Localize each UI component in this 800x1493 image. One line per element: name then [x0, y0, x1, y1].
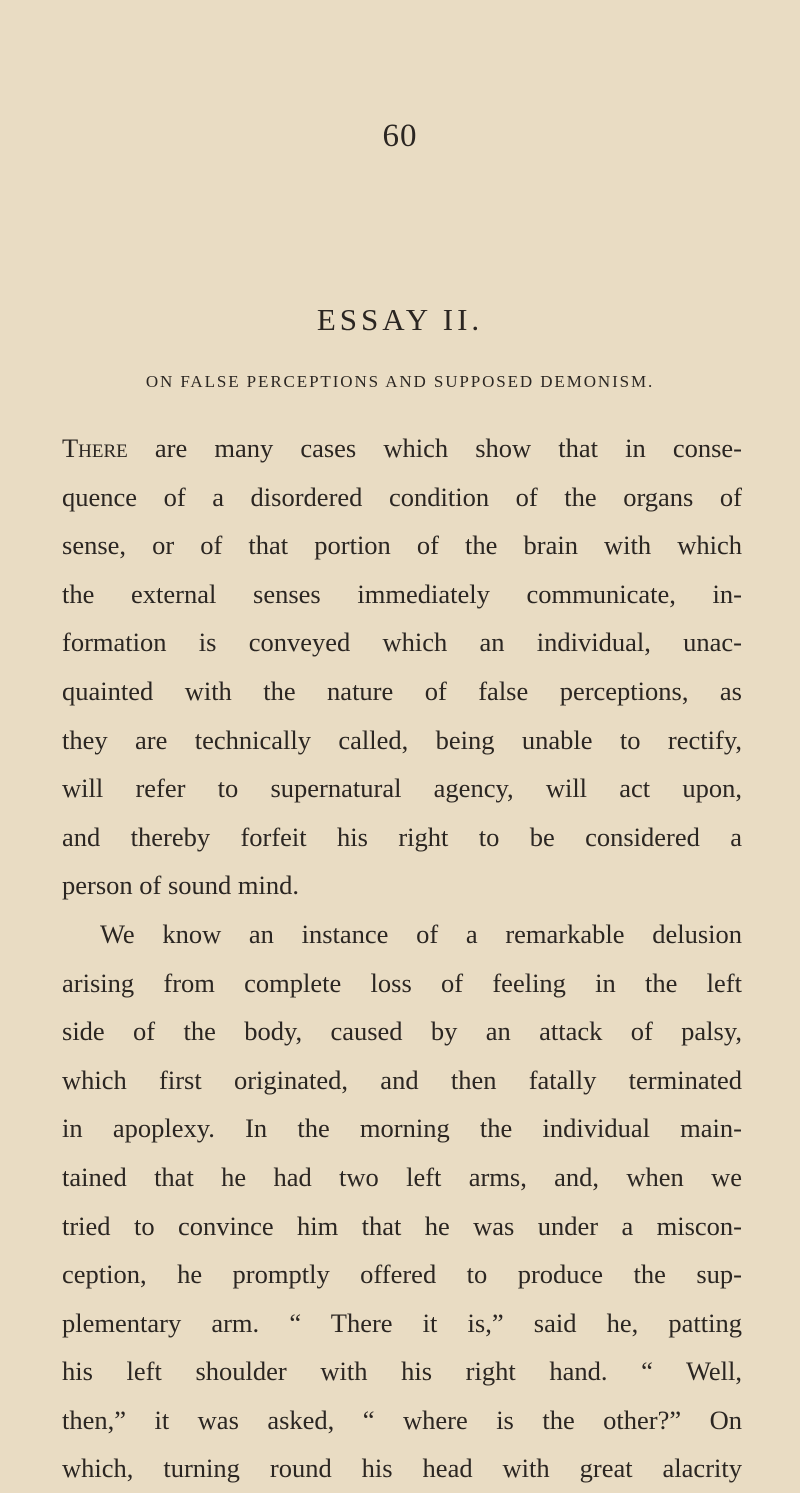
- text-line: quainted with the nature of false perceptions, as: [62, 675, 742, 706]
- drop-word: There: [62, 433, 128, 463]
- text-line: which first originated, and then fatally terminated: [62, 1064, 742, 1095]
- body-text: [62, 424, 742, 1493]
- text-line: then,” it was asked, “ where is the other?” On: [62, 1404, 742, 1435]
- text-line-paragraph-end: person of sound mind.: [62, 870, 300, 901]
- text-line: the external senses immediately communicate, in-: [62, 578, 742, 609]
- text-line: tried to convince him that he was under a miscon-: [62, 1210, 742, 1241]
- text-line: in apoplexy. In the morning the individual main-: [62, 1113, 742, 1144]
- text-line: they are technically called, being unable to rectify,: [62, 724, 742, 755]
- text-line: [62, 424, 742, 473]
- page-number: 60: [382, 118, 418, 154]
- text-line: formation is conveyed which an individual, unac-: [62, 627, 742, 658]
- essay-title: ESSAY II.: [316, 302, 484, 337]
- text-line: arising from complete loss of feeling in the left: [62, 967, 742, 998]
- essay-subtitle: ON FALSE PERCEPTIONS AND SUPPOSED DEMONISM.: [145, 372, 655, 391]
- text-line: tained that he had two left arms, and, when we: [62, 1161, 742, 1192]
- text-line: which, turning round his head with great alacrity: [62, 1453, 742, 1484]
- text-line: sense, or of that portion of the brain with which: [62, 530, 742, 561]
- text-line: and thereby forfeit his right to be considered a: [62, 821, 742, 852]
- text-line: his left shoulder with his right hand. “ Well,: [62, 1356, 742, 1387]
- text-line-paragraph-start: We know an instance of a remarkable delusion: [100, 918, 742, 949]
- text-line: ception, he promptly offered to produce the sup-: [62, 1259, 742, 1290]
- text-line: plementary arm. “ There it is,” said he, patting: [62, 1307, 742, 1338]
- text-line: quence of a disordered condition of the organs of: [62, 481, 742, 512]
- text-line-content: are many cases which show that in conse-: [127, 433, 742, 463]
- text-line: side of the body, caused by an attack of palsy,: [62, 1016, 742, 1047]
- text-line: will refer to supernatural agency, will act upon,: [62, 773, 742, 804]
